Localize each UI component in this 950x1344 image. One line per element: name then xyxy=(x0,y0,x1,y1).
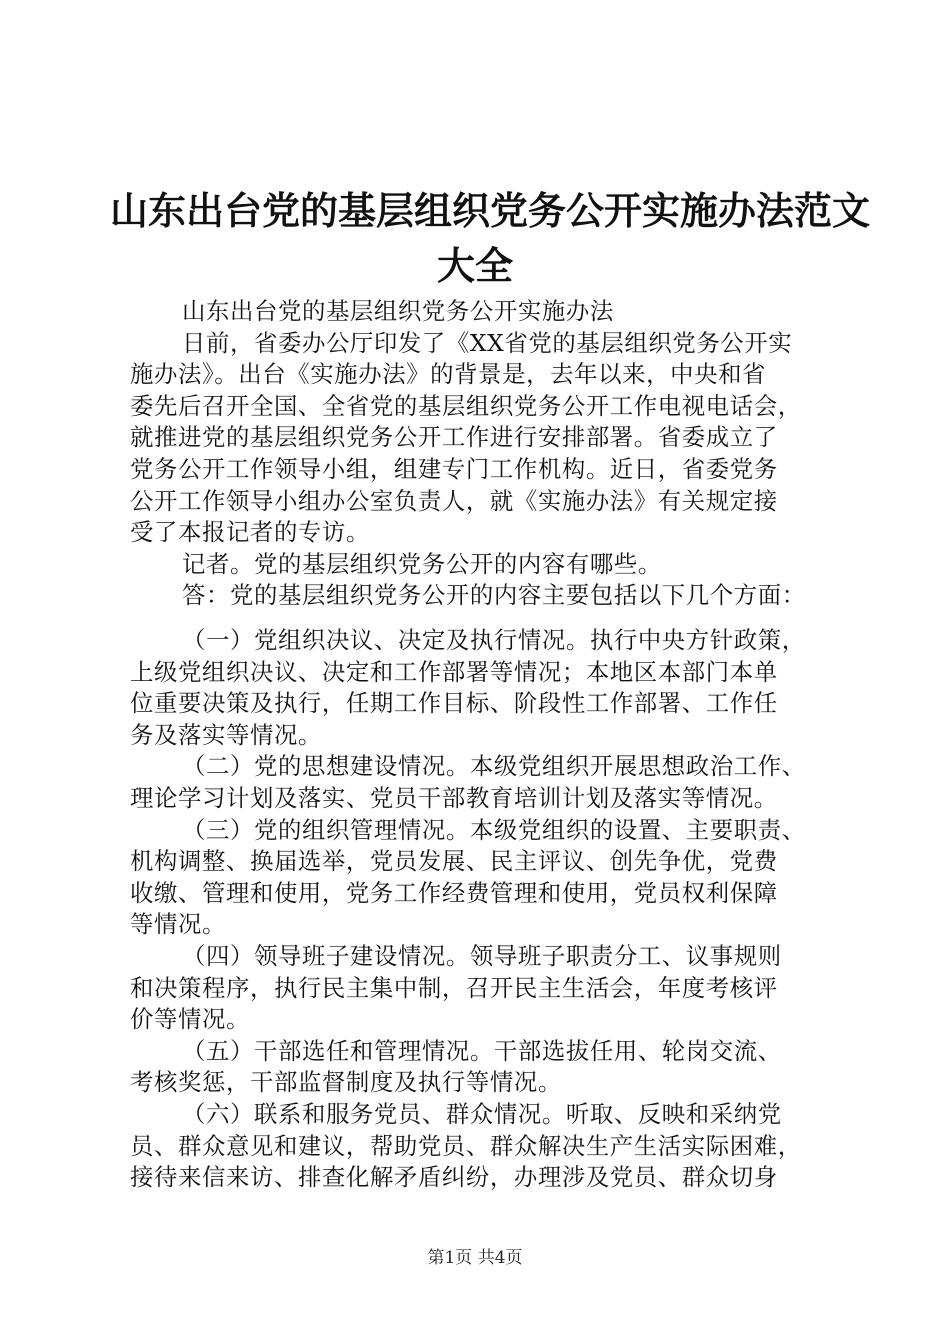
text-line: （六）联系和服务党员、群众情况。听取、反映和采纳党 xyxy=(182,1099,782,1128)
text-line: 就推进党的基层组织党务公开工作进行安排部署。省委成立了 xyxy=(130,423,778,452)
text-line: 价等情况。 xyxy=(130,1005,250,1034)
text-line: 委先后召开全国、全省党的基层组织党务公开工作电视电话会， xyxy=(130,391,802,420)
text-line: 公开工作领导小组办公室负责人，就《实施办法》有关规定接 xyxy=(130,486,778,515)
text-line: 位重要决策及执行，任期工作目标、阶段性工作部署、工作任 xyxy=(130,689,778,718)
text-line: （四）领导班子建设情况。领导班子职责分工、议事规则 xyxy=(182,941,782,970)
text-line: 上级党组织决议、决定和工作部署等情况；本地区本部门本单 xyxy=(130,657,778,686)
text-line: 受了本报记者的专访。 xyxy=(130,518,370,547)
text-line: 答：党的基层组织党务公开的内容主要包括以下几个方面： xyxy=(182,581,806,610)
text-line: 等情况。 xyxy=(130,910,226,939)
text-line: （二）党的思想建设情况。本级党组织开展思想政治工作、 xyxy=(182,752,806,781)
text-line: （三）党的组织管理情况。本级党组织的设置、主要职责、 xyxy=(182,815,806,844)
page-footer: 第1页 共4页 xyxy=(427,1248,523,1268)
text-line: 接待来信来访、排查化解矛盾纠纷，办理涉及党员、群众切身 xyxy=(130,1163,778,1192)
text-line: （一）党组织决议、决定及执行情况。执行中央方针政策， xyxy=(182,626,806,654)
text-line: 记者。党的基层组织党务公开的内容有哪些。 xyxy=(182,549,662,578)
text-line: 机构调整、换届选举，党员发展、民主评议、创先争优，党费 xyxy=(130,847,778,876)
text-line: 山东出台党的基层组织党务公开实施办法 xyxy=(182,297,614,325)
text-line: 收缴、管理和使用，党务工作经费管理和使用，党员权利保障 xyxy=(130,878,778,907)
document-title-line-1: 山东出台党的基层组织党务公开实施办法范文 xyxy=(110,189,871,233)
body-block-1 xyxy=(130,296,850,612)
text-line: 理论学习计划及落实、党员干部教育培训计划及落实等情况。 xyxy=(130,783,778,812)
document-title-line-2: 大全 xyxy=(436,244,513,288)
text-line: 考核奖惩，干部监督制度及执行等情况。 xyxy=(130,1068,562,1097)
text-line: 员、群众意见和建议，帮助党员、群众解决生产生活实际困难， xyxy=(130,1131,802,1160)
text-line: 和决策程序，执行民主集中制，召开民主生活会，年度考核评 xyxy=(130,973,778,1002)
text-line: 日前，省委办公厅印发了《XX省党的基层组织党务公开实 xyxy=(182,328,793,357)
text-line: （五）干部选任和管理情况。干部选拔任用、轮岗交流、 xyxy=(182,1036,782,1065)
body-block-2 xyxy=(130,625,850,1194)
text-line: 施办法》。出台《实施办法》的背景是，去年以来，中央和省 xyxy=(130,360,767,389)
text-line: 党务公开工作领导小组，组建专门工作机构。近日，省委党务 xyxy=(130,454,778,483)
text-line: 务及落实等情况。 xyxy=(130,720,322,749)
